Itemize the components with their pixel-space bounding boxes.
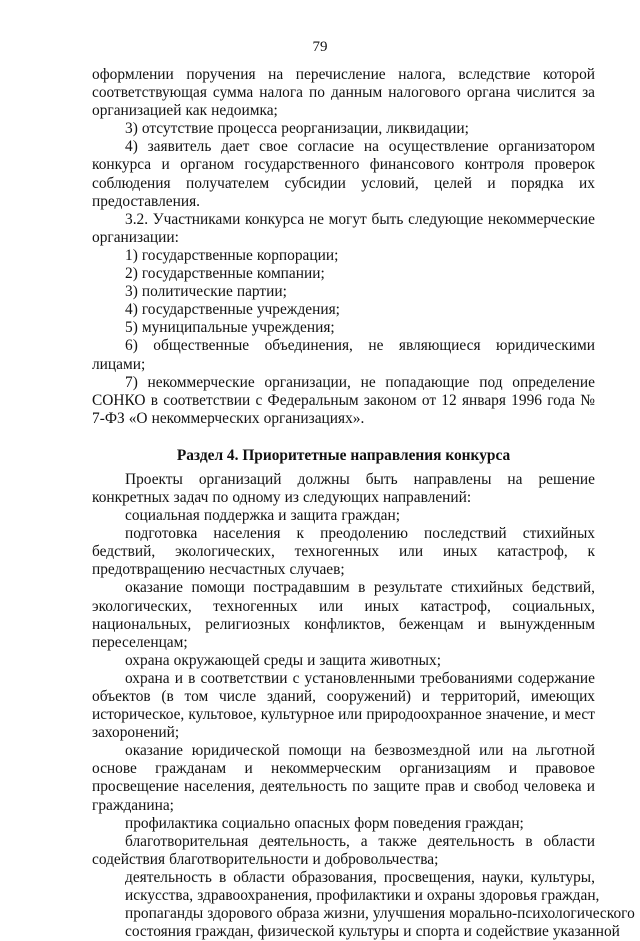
paragraph: Проекты организаций должны быть направлены на решение конкретных задач по одному из следующих направлений: bbox=[92, 470, 595, 506]
paragraph: оказание юридической помощи на безвозмездной или на льготной основе гражданам и некоммерческим организациям и правовое просвещение населения, деятельность по защите прав и свобод человека и гражданина; bbox=[92, 742, 595, 814]
paragraph: благотворительная деятельность, а также деятельность в области содействия благотворительности и добровольчества; bbox=[92, 832, 595, 868]
paragraph: 6) общественные объединения, не являющиеся юридическими лицами; bbox=[92, 337, 595, 373]
paragraph-line: деятельность в области образования, просвещения, науки, культуры, bbox=[125, 868, 595, 886]
paragraph: 3) политические партии; bbox=[125, 283, 287, 301]
paragraph-line: искусства, здравоохранения, профилактики и охраны здоровья граждан, bbox=[125, 887, 600, 905]
paragraph: оформлении поручения на перечисление налога, вследствие которой соответствующая сумма налога по данным налогового органа числится за организацией как недоимка; bbox=[92, 66, 595, 120]
paragraph-line: состояния граждан, физической культуры и спорта и содействие указанной bbox=[125, 923, 620, 941]
paragraphs-after bbox=[92, 471, 595, 869]
paragraph: 4) заявитель дает свое согласие на осуществление организатором конкурса и органом государственного финансового контроля проверок соблюдения получателем субсидии условий, целей и порядка их предоставления. bbox=[92, 138, 595, 210]
section-heading: Раздел 4. Приоритетные направления конкурса bbox=[176, 446, 511, 464]
page-number: 79 bbox=[312, 39, 328, 55]
paragraph: охрана окружающей среды и защита животных; bbox=[125, 651, 441, 669]
paragraph: охрана и в соответствии с установленными требованиями содержание объектов (в том числе зданий, сооружений) и территорий, имеющих историческое, культовое, культурное или природоохранное значение, и мест захоронений; bbox=[92, 669, 595, 742]
paragraph: 2) государственные компании; bbox=[125, 265, 325, 283]
paragraph: 5) муниципальные учреждения; bbox=[125, 319, 335, 337]
paragraph: 3) отсутствие процесса реорганизации, ликвидации; bbox=[125, 120, 469, 138]
document-body bbox=[92, 66, 635, 941]
paragraph: подготовка населения к преодолению последствий стихийных бедствий, экологических, техногенных или иных катастроф, к предотвращению несчастных случаев; bbox=[92, 525, 595, 579]
paragraph: оказание помощи пострадавшим в результате стихийных бедствий, экологических, техногенных или иных катастроф, социальных, национальных, религиозных конфликтов, беженцам и вынужденным переселенцам; bbox=[92, 579, 595, 651]
paragraph-line: пропаганды здорового образа жизни, улучшения морально-психологического bbox=[125, 905, 635, 923]
paragraph: социальная поддержка и защита граждан; bbox=[125, 507, 401, 525]
paragraph: 7) некоммерческие организации, не попадающие под определение СОНКО в соответствии с Федеральным законом от 12 января 1996 года № 7-ФЗ «О некоммерческих организациях». bbox=[92, 373, 595, 427]
paragraph: 4) государственные учреждения; bbox=[125, 301, 340, 319]
paragraph: 3.2. Участниками конкурса не могут быть следующие некоммерческие организации: bbox=[92, 210, 595, 246]
paragraphs-before bbox=[92, 66, 595, 428]
paragraph: профилактика социально опасных форм поведения граждан; bbox=[125, 814, 524, 832]
paragraph: 1) государственные корпорации; bbox=[125, 246, 339, 264]
